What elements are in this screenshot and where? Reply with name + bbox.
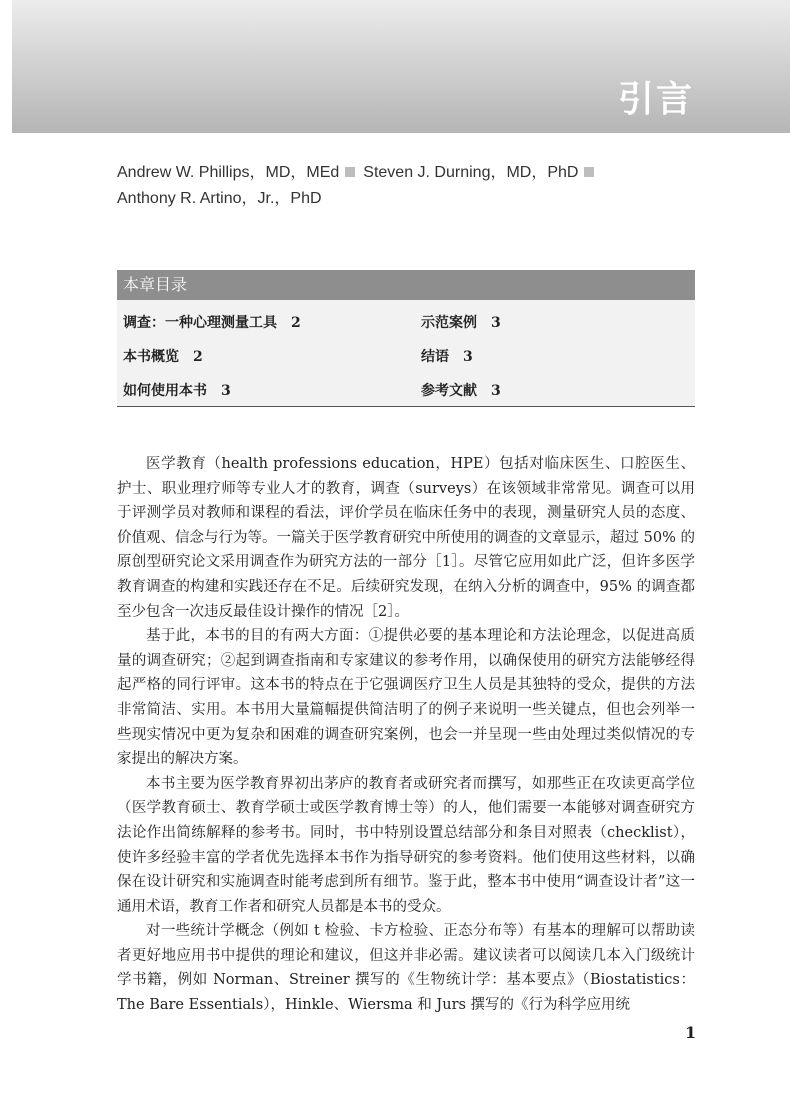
chapter-contents-box — [117, 270, 695, 407]
toc-item-label: 如何使用本书 — [123, 383, 207, 399]
toc-item-page: 3 — [463, 349, 473, 365]
body-paragraph: 医学教育（health professions education，HPE）包括对临床医生、口腔医生、护士、职业理疗师等专业人才的教育，调查（surveys）在该领域非常常见。调查可以用于评测学员对教师和课程的看法，评价学员在临床任务中的表现，测量研究人员的态度、价值观、信念与行为等。一篇关于医学教育研究中所使用的调查的文章显示，超过 50% 的原创型研究论文采用调查作为研究方法的一部分［1］。尽管它应用如此广泛，但许多医学教育调查的构建和实践还存在不足。后续研究发现，在纳入分析的调查中，95% 的调查都至少包含一次违反最佳设计操作的情况［2］。 — [117, 456, 695, 620]
toc-item-label: 结语 — [421, 349, 449, 365]
toc-item-label: 示范案例 — [421, 315, 477, 331]
toc-item-page: 3 — [491, 315, 501, 331]
toc-item-page: 2 — [291, 315, 301, 331]
toc-item-page: 3 — [491, 383, 501, 399]
body-paragraph: 本书主要为医学教育界初出茅庐的教育者或研究者而撰写，如那些正在攻读更高学位（医学教育硕士、教育学硕士或医学教育博士等）的人，他们需要一本能够对调查研究方法论作出简练解释的参考书。同时，书中特别设置总结部分和条目对照表（checklist），使许多经验丰富的学者优先选择本书作为指导研究的参考资料。他们使用这些材料，以确保在设计研究和实施调查时能考虑到所有细节。鉴于此，整本书中使用“调查设计者”这一通用术语，教育工作者和研究人员都是本书的受众。 — [117, 775, 695, 915]
contents-heading: 本章目录 — [117, 270, 695, 300]
toc-item[interactable] — [123, 346, 203, 366]
square-bullet-icon — [345, 167, 355, 177]
square-bullet-icon — [584, 167, 594, 177]
body-paragraph: 基于此，本书的目的有两大方面：①提供必要的基本理论和方法论理念，以促进高质量的调查研究；②起到调查指南和专家建议的参考作用，以确保使用的研究方法能够经得起严格的同行评审。这本书的特点在于它强调医疗卫生人员是其独特的受众，提供的方法非常简洁、实用。本书用大量篇幅提供简洁明了的例子来说明一些关键点，但也会列举一些现实情况中更为复杂和困难的调查研究案例，也会一并呈现一些由处理过类似情况的专家提出的解决方案。 — [117, 628, 695, 768]
toc-item[interactable] — [123, 380, 231, 400]
page-number: 1 — [685, 1023, 697, 1042]
author-list — [117, 160, 717, 212]
toc-item-label: 本书概览 — [123, 349, 179, 365]
toc-item[interactable] — [421, 380, 501, 400]
toc-item-label: 参考文献 — [421, 383, 477, 399]
toc-item[interactable] — [421, 312, 501, 332]
toc-item-page: 2 — [193, 349, 203, 365]
toc-item[interactable] — [123, 312, 301, 332]
body-paragraph: 对一些统计学概念（例如 t 检验、卡方检验、正态分布等）有基本的理解可以帮助读者更好地应用书中提供的理论和建议，但这并非必需。建议读者可以阅读几本入门级统计学书籍，例如 Norman、Streiner 撰写的《生物统计学：基本要点》（Biostatistics：The Bare Essentials），Hinkle、Wiersma 和 Jurs 撰写的《行为科学应用统 — [117, 923, 695, 1014]
toc-item-label: 调查：一种心理测量工具 — [123, 315, 277, 331]
author-name: Steven J. Durning，MD，PhD — [363, 164, 579, 181]
body-text — [117, 452, 695, 1018]
toc-item-page: 3 — [221, 383, 231, 399]
chapter-title: 引言 — [617, 79, 694, 120]
author-name: Anthony R. Artino，Jr.，PhD — [117, 190, 322, 207]
chapter-header-band — [12, 0, 790, 133]
toc-item[interactable] — [421, 346, 473, 366]
author-name: Andrew W. Phillips，MD，MEd — [117, 164, 340, 181]
